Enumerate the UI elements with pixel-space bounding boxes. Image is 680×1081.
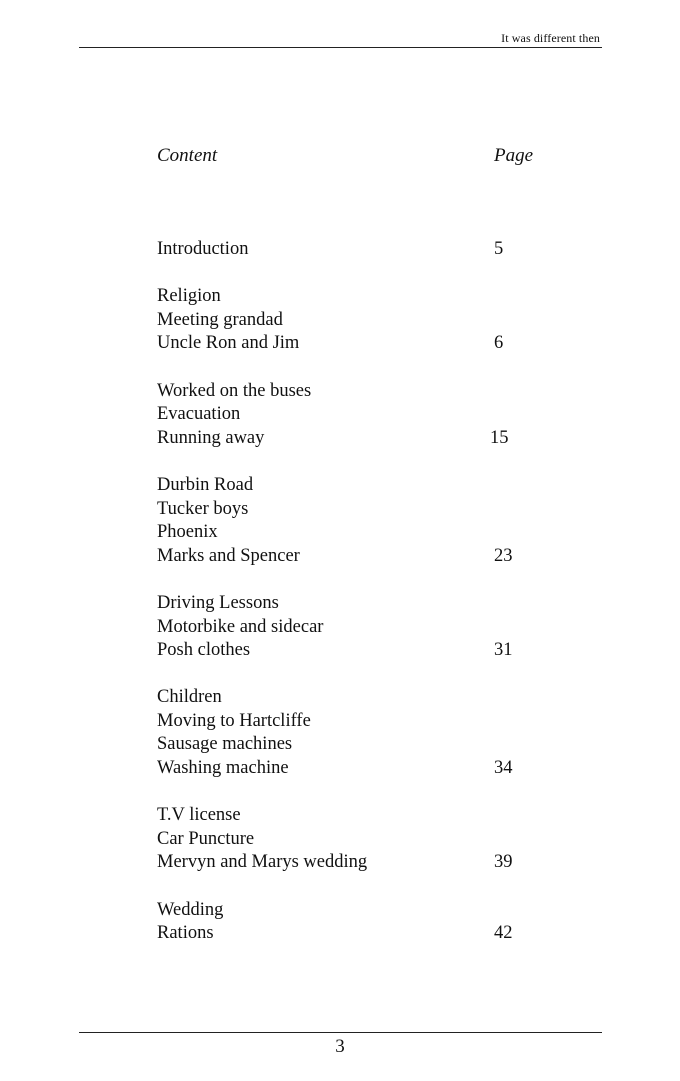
toc-entry — [157, 285, 537, 309]
toc-entry-title: Posh clothes — [157, 640, 251, 661]
toc-group — [157, 804, 537, 875]
toc-group — [157, 285, 537, 356]
toc-entry-page: 39 — [494, 852, 513, 873]
running-header: It was different then — [501, 31, 600, 45]
toc-entry-title: Evacuation — [157, 404, 241, 425]
toc-group — [157, 238, 537, 262]
toc-entry-page: 23 — [494, 545, 513, 566]
toc-entry-page: 15 — [490, 427, 509, 448]
toc-entry — [157, 545, 537, 569]
toc-entry-title: Rations — [157, 923, 214, 944]
toc-entry-title: Wedding — [157, 899, 224, 920]
toc-entry-title: Introduction — [157, 239, 249, 259]
toc-entry-title: Religion — [157, 286, 221, 307]
page-number: 3 — [335, 1036, 345, 1057]
toc-entry — [157, 710, 537, 734]
toc-entry — [157, 804, 537, 828]
toc-entry-title: Sausage machines — [157, 734, 293, 755]
toc-entry-title: Durbin Road — [157, 474, 254, 495]
toc-entry — [157, 238, 537, 262]
toc-entry — [157, 521, 537, 545]
toc-entry-title: Worked on the buses — [157, 380, 312, 401]
toc-entry — [157, 332, 537, 356]
toc-entry-page: 42 — [494, 923, 513, 944]
toc-entry — [157, 851, 537, 875]
toc-entry — [157, 899, 537, 923]
toc-entry-title: Car Puncture — [157, 828, 255, 849]
toc-entry — [157, 309, 537, 333]
toc-group — [157, 380, 537, 451]
toc-entry-page: 5 — [494, 239, 504, 259]
toc-entry-page: 6 — [494, 333, 504, 354]
toc-entry-title: Tucker boys — [157, 498, 249, 519]
toc-entry — [157, 403, 537, 427]
toc-entry-title: Running away — [157, 427, 265, 448]
toc-entry-page: 34 — [494, 758, 513, 779]
toc-group — [157, 899, 537, 946]
toc-group — [157, 474, 537, 568]
toc-entry — [157, 474, 537, 498]
toc-entry — [157, 427, 537, 451]
toc-entry-title: Motorbike and sidecar — [157, 616, 324, 637]
toc-entry — [157, 828, 537, 852]
toc-entry — [157, 639, 537, 663]
toc-entry-title: Washing machine — [157, 758, 289, 779]
toc-entry-title: Children — [157, 687, 222, 708]
footer-rule — [79, 1032, 602, 1033]
toc-content-heading: Content — [157, 145, 218, 166]
toc-entry — [157, 498, 537, 522]
toc-entry-page: 31 — [494, 640, 513, 661]
toc-group — [157, 592, 537, 663]
toc-entry — [157, 922, 537, 946]
toc-entry-title: Uncle Ron and Jim — [157, 333, 300, 354]
toc-entry — [157, 616, 537, 640]
toc-entry — [157, 686, 537, 710]
toc-entry — [157, 592, 537, 616]
toc-entry — [157, 380, 537, 404]
toc-page-heading: Page — [494, 145, 534, 166]
toc-entry-title: Driving Lessons — [157, 592, 279, 613]
toc-entry-title: Marks and Spencer — [157, 545, 300, 566]
toc-entry-title: Mervyn and Marys wedding — [157, 852, 368, 873]
toc-group — [157, 686, 537, 780]
header-rule — [79, 47, 602, 48]
toc-entry — [157, 757, 537, 781]
toc-entry-title: Meeting grandad — [157, 309, 283, 330]
toc-entry — [157, 733, 537, 757]
toc-entry-title: Moving to Hartcliffe — [157, 710, 311, 731]
table-of-contents — [157, 238, 537, 969]
toc-entry-title: Phoenix — [157, 522, 218, 543]
toc-entry-title: T.V license — [157, 805, 241, 826]
